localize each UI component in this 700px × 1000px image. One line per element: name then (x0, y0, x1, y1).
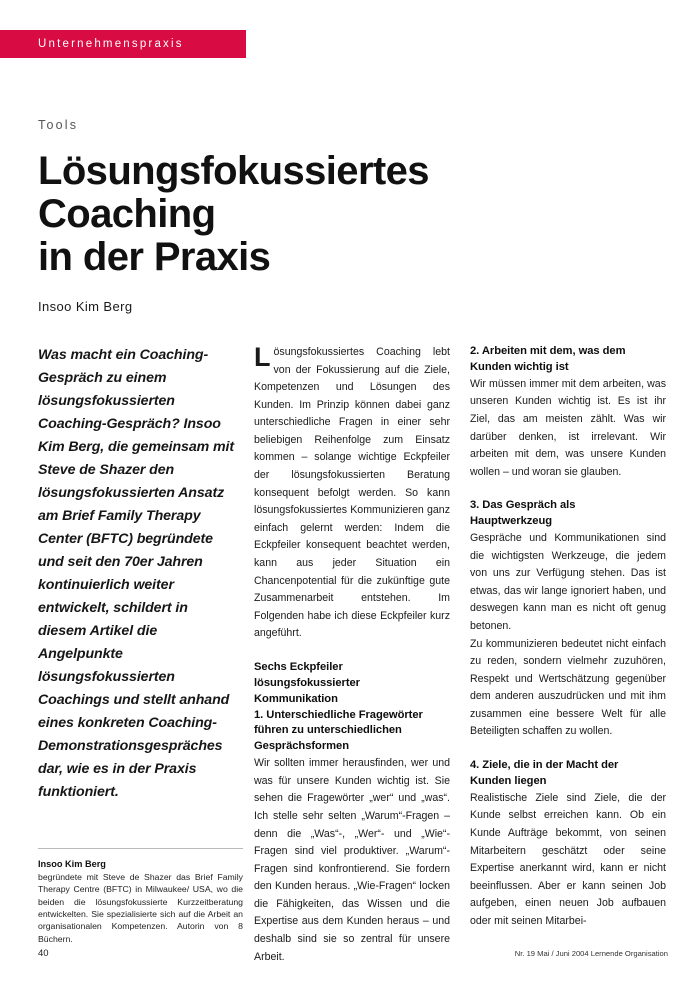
footer-issue-line: Nr. 19 Mai / Juni 2004 Lernende Organisation (514, 949, 668, 958)
section-heading-line-3: Kommunikation (254, 692, 338, 705)
headline-line-3: in der Praxis (38, 234, 271, 279)
paragraph-point-2: Wir müssen immer mit dem arbeiten, was unseren Kunden wichtig ist. Es ist ihr Ziel, das am meisten zählt. Was wir darüber denken, ist irrelevant. Wir arbeiten mit dem, was unsere Kunden wollen – und woran sie glauben. (470, 377, 666, 478)
subheading-point-4-line-2: Kunden liegen (470, 774, 547, 787)
column-right (470, 344, 666, 966)
footer-page-number: 40 (38, 948, 49, 959)
subheading-point-2-line-2: Kunden wichtig ist (470, 360, 569, 373)
category-bar (0, 30, 246, 58)
section-heading-line-2: lösungsfokussierter (254, 676, 360, 689)
subheading-point-3-line-1: 3. Das Gespräch als (470, 499, 576, 512)
intro-paragraph: Lösungsfokussiertes Coaching lebt von der Fokussierung auf die Ziele, Kompetenzen und Lösungen des Kunden. Im Prinzip können dabei ganz unterschiedliche Fragen in einer sehr beliebigen Reihenfolge zum Einsatz kommen – solange wichtige Eckpfeiler der lösungsfokussierten Beratung konsequent befolgt werden. So kann lösungsfokussiertes Kommunizieren ganz einfach gelernt werden: Indem die Eckpfeiler konsequent beachtet werden, kann aus jeder Situation ein Chancenpotential für die zukünftige gute Zusammenarbeit entstehen. Im Folgenden habe ich diese Eckpfeiler kurz angeführt. (254, 342, 450, 640)
subheading-point-3-line-2: Hauptwerkzeug (470, 515, 553, 528)
paragraph-point-1: Wir sollten immer herausfinden, wer und was für unsere Kunden wichtig ist. Sie sehen die Fragewörter „wer“ und „was“. Ich stelle sehr selten „Warum“-Fragen – denn die „Was“-, „Wer“- und „Wie“-Fragen sind viel produktiver. „Warum“-Fragen sind konfrontierend. Sie fordern den Kunden heraus. „Wie-Fragen“ locken die Fähigkeiten, das Wissen und die Expertise aus dem Kunden heraus – und deshalb sind sie so zentral für unsere Arbeit. (254, 757, 450, 963)
author-bio-box (38, 848, 243, 945)
bio-author-name: Insoo Kim Berg (38, 859, 106, 869)
subheading-point-1 (254, 708, 450, 756)
column-middle (254, 344, 450, 966)
subheading-point-2-line-1: 2. Arbeiten mit dem, was dem (470, 345, 626, 357)
paragraph-point-4: Realistische Ziele sind Ziele, die der Kunde selbst erreichen kann. Ob ein Kunde Aufträge bekommt, von seinen Mitarbeitern geschätzt oder seine Expertise anerkannt wird, kann er nicht beeinflussen. Aber er kann seinen Job aufgeben, einen neuen Job aufbauen oder mit seinen Mitarbei- (470, 791, 666, 927)
category-bar-label: Unternehmenspraxis (38, 38, 184, 50)
lead-paragraph: Was macht ein Coaching-Gespräch zu einem lösungsfokussierten Coaching-Gespräch? Insoo Kim Berg, die gemeinsam mit Steve de Shazer den lösungsfokussierten Ansatz am Brief Family Therapy Center (BFTC) begründete und seit den 70er Jahren kontinuierlich weiter entwickelt, schildert in diesem Artikel die Angelpunkte lösungsfokussierten Coachings und stellt anhand eines konkreten Coaching-Demonstrationsgespräches dar, wie es in der Praxis funktioniert. (38, 347, 234, 800)
headline-line-2: Coaching (38, 191, 216, 236)
bio-divider (38, 848, 243, 849)
subheading-point-1-line-3: Gesprächsformen (254, 740, 349, 753)
page-title (38, 150, 508, 278)
subheading-point-4 (470, 758, 666, 790)
subheading-point-1-line-1: 1. Unterschiedliche Fragewörter (254, 708, 423, 721)
subheading-point-4-line-1: 4. Ziele, die in der Macht der (470, 759, 619, 772)
subheading-point-1-line-2: führen zu unterschiedlichen (254, 724, 402, 737)
spacer (254, 643, 450, 660)
subheading-point-2 (470, 344, 666, 376)
headline-line-1: Lösungsfokussiertes (38, 149, 429, 193)
section-heading-six-pillars (254, 660, 450, 708)
kicker-tools: Tools (38, 118, 79, 132)
masthead (38, 118, 508, 314)
section-heading-line-1: Sechs Eckpfeiler (254, 660, 343, 673)
paragraph-point-3-b: Zu kommunizieren bedeutet nicht einfach zu reden, sondern vielmehr zuzuhören, Respekt und Wertschätzung gegenüber dem anderen auszudrücken und mit ihm zusammen eine bessere Welt für alle Beteiligten schaffen zu wollen. (470, 637, 666, 738)
byline: Insoo Kim Berg (38, 299, 133, 315)
bio-author-description: begründete mit Steve de Shazer das Brief Family Therapy Centre (BFTC) in Milwaukee/ USA, wo die beiden die lösungsfokussierte Kurzzeitberatung entwickelten. Sie spezialisierte sich auf die Arbeit an organisationalen Kompetenzen. Autorin von 8 Büchern. (38, 872, 243, 944)
subheading-point-3 (470, 498, 666, 530)
paragraph-point-3-a: Gespräche und Kommunikationen sind die wichtigsten Werkzeuge, die jedem von uns zur Verfügung stehen. Das ist etwas, das wir lange ignoriert haben, und deswegen kann man es nicht oft genug betonen. (470, 532, 666, 632)
spacer (470, 481, 666, 498)
spacer (470, 741, 666, 758)
